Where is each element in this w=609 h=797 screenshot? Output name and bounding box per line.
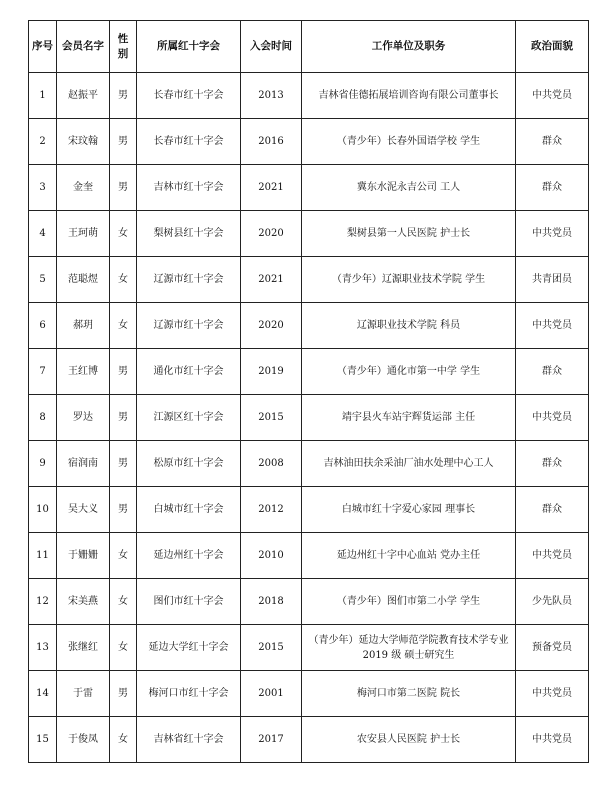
cell-work: 梨树县第一人民医院 护士长 xyxy=(302,211,516,257)
cell-gender: 男 xyxy=(110,119,137,165)
table-row xyxy=(29,671,589,717)
cell-seq: 3 xyxy=(29,165,57,211)
cell-join-year: 2012 xyxy=(241,487,302,533)
cell-org: 松原市红十字会 xyxy=(137,441,241,487)
cell-org: 辽源市红十字会 xyxy=(137,257,241,303)
cell-seq: 9 xyxy=(29,441,57,487)
cell-seq: 12 xyxy=(29,579,57,625)
table-row xyxy=(29,533,589,579)
cell-name: 郝玥 xyxy=(57,303,110,349)
cell-political: 中共党员 xyxy=(516,533,589,579)
cell-org: 白城市红十字会 xyxy=(137,487,241,533)
members-table xyxy=(28,20,589,763)
cell-name: 王红博 xyxy=(57,349,110,395)
cell-org: 延边大学红十字会 xyxy=(137,625,241,671)
header-row xyxy=(29,21,589,73)
table-row xyxy=(29,257,589,303)
cell-name: 赵振平 xyxy=(57,73,110,119)
table-row xyxy=(29,211,589,257)
cell-seq: 8 xyxy=(29,395,57,441)
cell-seq: 1 xyxy=(29,73,57,119)
cell-gender: 男 xyxy=(110,395,137,441)
cell-name: 宋美燕 xyxy=(57,579,110,625)
cell-work: （青少年）辽源职业技术学院 学生 xyxy=(302,257,516,303)
cell-seq: 2 xyxy=(29,119,57,165)
table-row xyxy=(29,441,589,487)
cell-join-year: 2016 xyxy=(241,119,302,165)
cell-join-year: 2008 xyxy=(241,441,302,487)
header-org: 所属红十字会 xyxy=(137,21,241,73)
cell-join-year: 2010 xyxy=(241,533,302,579)
cell-join-year: 2021 xyxy=(241,165,302,211)
cell-gender: 女 xyxy=(110,303,137,349)
cell-gender: 女 xyxy=(110,717,137,763)
table-row xyxy=(29,625,589,671)
cell-seq: 4 xyxy=(29,211,57,257)
cell-seq: 14 xyxy=(29,671,57,717)
cell-name: 吴大义 xyxy=(57,487,110,533)
cell-work: 延边州红十字中心血站 党办主任 xyxy=(302,533,516,579)
cell-work: 辽源职业技术学院 科员 xyxy=(302,303,516,349)
cell-gender: 女 xyxy=(110,579,137,625)
cell-gender: 女 xyxy=(110,211,137,257)
header-join-year: 入会时间 xyxy=(241,21,302,73)
cell-seq: 6 xyxy=(29,303,57,349)
cell-political: 中共党员 xyxy=(516,303,589,349)
header-name: 会员名字 xyxy=(57,21,110,73)
cell-political: 群众 xyxy=(516,119,589,165)
cell-gender: 男 xyxy=(110,165,137,211)
cell-org: 梅河口市红十字会 xyxy=(137,671,241,717)
table-row xyxy=(29,349,589,395)
table-row xyxy=(29,119,589,165)
cell-work: （青少年）延边大学师范学院教育技术学专业 2019 级 硕士研究生 xyxy=(302,625,516,671)
cell-org: 吉林省红十字会 xyxy=(137,717,241,763)
table-row xyxy=(29,165,589,211)
cell-political: 中共党员 xyxy=(516,671,589,717)
cell-name: 于雷 xyxy=(57,671,110,717)
cell-name: 张继红 xyxy=(57,625,110,671)
cell-gender: 男 xyxy=(110,73,137,119)
cell-seq: 11 xyxy=(29,533,57,579)
cell-seq: 5 xyxy=(29,257,57,303)
cell-org: 通化市红十字会 xyxy=(137,349,241,395)
cell-join-year: 2015 xyxy=(241,395,302,441)
table-row xyxy=(29,579,589,625)
cell-name: 于姗姗 xyxy=(57,533,110,579)
cell-work: （青少年）长春外国语学校 学生 xyxy=(302,119,516,165)
cell-work: 白城市红十字爱心家园 理事长 xyxy=(302,487,516,533)
cell-political: 共青团员 xyxy=(516,257,589,303)
cell-name: 宿润南 xyxy=(57,441,110,487)
cell-political: 群众 xyxy=(516,487,589,533)
table-row xyxy=(29,717,589,763)
cell-org: 辽源市红十字会 xyxy=(137,303,241,349)
cell-work: 梅河口市第二医院 院长 xyxy=(302,671,516,717)
table-row xyxy=(29,487,589,533)
cell-name: 罗达 xyxy=(57,395,110,441)
header-work: 工作单位及职务 xyxy=(302,21,516,73)
cell-political: 群众 xyxy=(516,165,589,211)
header-seq: 序号 xyxy=(29,21,57,73)
cell-political: 少先队员 xyxy=(516,579,589,625)
cell-gender: 女 xyxy=(110,533,137,579)
cell-work: 吉林油田扶余采油厂油水处理中心工人 xyxy=(302,441,516,487)
cell-political: 中共党员 xyxy=(516,717,589,763)
cell-seq: 15 xyxy=(29,717,57,763)
cell-gender: 男 xyxy=(110,349,137,395)
header-gender: 性别 xyxy=(110,21,137,73)
cell-work: （青少年）通化市第一中学 学生 xyxy=(302,349,516,395)
cell-org: 梨树县红十字会 xyxy=(137,211,241,257)
cell-name: 金奎 xyxy=(57,165,110,211)
cell-join-year: 2018 xyxy=(241,579,302,625)
cell-join-year: 2021 xyxy=(241,257,302,303)
table-row xyxy=(29,395,589,441)
cell-name: 王珂萌 xyxy=(57,211,110,257)
cell-seq: 7 xyxy=(29,349,57,395)
cell-gender: 男 xyxy=(110,487,137,533)
cell-work: 农安县人民医院 护士长 xyxy=(302,717,516,763)
cell-join-year: 2017 xyxy=(241,717,302,763)
cell-join-year: 2019 xyxy=(241,349,302,395)
cell-seq: 13 xyxy=(29,625,57,671)
cell-join-year: 2001 xyxy=(241,671,302,717)
cell-name: 范聪煜 xyxy=(57,257,110,303)
cell-gender: 男 xyxy=(110,441,137,487)
cell-gender: 女 xyxy=(110,257,137,303)
cell-org: 延边州红十字会 xyxy=(137,533,241,579)
cell-org: 长春市红十字会 xyxy=(137,119,241,165)
cell-gender: 女 xyxy=(110,625,137,671)
cell-name: 宋玟翰 xyxy=(57,119,110,165)
cell-political: 预备党员 xyxy=(516,625,589,671)
table-row xyxy=(29,303,589,349)
cell-join-year: 2020 xyxy=(241,211,302,257)
cell-political: 群众 xyxy=(516,349,589,395)
cell-join-year: 2020 xyxy=(241,303,302,349)
cell-work: 吉林省佳德拓展培训咨询有限公司董事长 xyxy=(302,73,516,119)
header-political: 政治面貌 xyxy=(516,21,589,73)
cell-seq: 10 xyxy=(29,487,57,533)
cell-political: 中共党员 xyxy=(516,211,589,257)
cell-gender: 男 xyxy=(110,671,137,717)
cell-join-year: 2013 xyxy=(241,73,302,119)
cell-name: 于俊凤 xyxy=(57,717,110,763)
cell-org: 吉林市红十字会 xyxy=(137,165,241,211)
cell-political: 中共党员 xyxy=(516,73,589,119)
cell-political: 中共党员 xyxy=(516,395,589,441)
cell-work: 靖宇县火车站宇辉货运部 主任 xyxy=(302,395,516,441)
cell-join-year: 2015 xyxy=(241,625,302,671)
cell-org: 江源区红十字会 xyxy=(137,395,241,441)
cell-org: 图们市红十字会 xyxy=(137,579,241,625)
table-row xyxy=(29,73,589,119)
cell-political: 群众 xyxy=(516,441,589,487)
cell-org: 长春市红十字会 xyxy=(137,73,241,119)
cell-work: 冀东水泥永吉公司 工人 xyxy=(302,165,516,211)
cell-work: （青少年）图们市第二小学 学生 xyxy=(302,579,516,625)
table-body xyxy=(29,73,589,763)
